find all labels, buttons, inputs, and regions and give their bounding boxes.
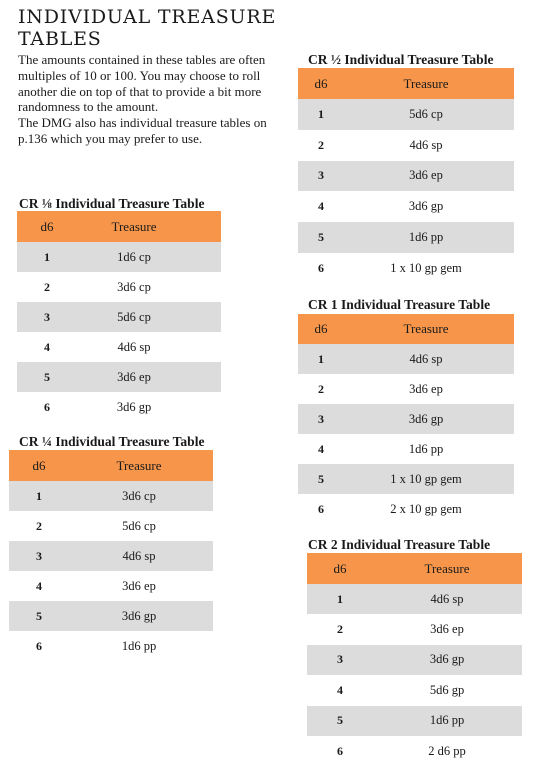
table-row: [17, 332, 221, 362]
treasure-value: 2 d6 pp: [428, 743, 466, 758]
page-title: INDIVIDUAL TREASURE TABLES: [18, 6, 277, 50]
roll-value: 6: [318, 501, 324, 516]
treasure-value: 5d6 cp: [117, 309, 151, 324]
header-treasure: Treasure: [116, 457, 162, 473]
roll-value: 2: [318, 137, 324, 152]
roll-value: 1: [337, 591, 343, 606]
table-row: [298, 99, 514, 130]
treasure-value: 2 x 10 gp gem: [390, 501, 462, 516]
roll-value: 1: [44, 249, 50, 264]
table-row: [298, 130, 514, 161]
treasure-value: 3d6 ep: [409, 168, 443, 183]
treasure-table: [9, 450, 213, 661]
table-header: [17, 211, 221, 242]
table-row: [298, 191, 514, 222]
table-title: CR ¼ Individual Treasure Table: [19, 434, 205, 449]
roll-value: 4: [318, 441, 324, 456]
header-d6: d6: [40, 218, 54, 234]
table-row: [9, 601, 213, 631]
header-treasure: Treasure: [111, 218, 157, 234]
treasure-value: 5d6 cp: [122, 518, 156, 533]
table-row: [307, 584, 522, 614]
table-row: [298, 344, 514, 374]
treasure-table: [17, 211, 221, 422]
table-header: [307, 553, 522, 584]
table-row: [298, 404, 514, 434]
table-row: [17, 302, 221, 332]
treasure-value: 3d6 gp: [408, 411, 444, 426]
roll-value: 4: [318, 199, 324, 214]
treasure-value: 1d6 pp: [408, 230, 444, 245]
roll-value: 6: [318, 260, 324, 275]
table-title: CR ½ Individual Treasure Table: [308, 52, 494, 67]
roll-value: 2: [337, 622, 343, 637]
header-d6: d6: [314, 321, 328, 336]
roll-value: 3: [337, 652, 343, 667]
treasure-value: 3d6 ep: [409, 381, 443, 396]
table-row: [9, 511, 213, 541]
treasure-value: 4d6 sp: [430, 591, 464, 606]
table-row: [298, 253, 514, 284]
table-row: [17, 272, 221, 302]
roll-value: 1: [318, 351, 324, 366]
treasure-value: 3d6 gp: [408, 199, 444, 214]
treasure-table: [298, 68, 514, 284]
treasure-value: 3d6 gp: [121, 608, 157, 623]
treasure-value: 1d6 pp: [408, 441, 444, 456]
header-treasure: Treasure: [403, 75, 449, 91]
table-row: [298, 161, 514, 192]
table-row: [298, 222, 514, 253]
treasure-value: 4d6 sp: [117, 339, 151, 354]
treasure-value: 5d6 gp: [429, 682, 465, 697]
roll-value: 3: [44, 309, 50, 324]
roll-value: 4: [44, 339, 50, 354]
treasure-table: [298, 314, 514, 524]
table-row: [9, 571, 213, 601]
table-title: CR ⅛ Individual Treasure Table: [19, 196, 205, 211]
treasure-value: 4d6 sp: [409, 137, 443, 152]
table-header: [9, 450, 213, 481]
table-row: [298, 494, 514, 524]
table-row: [17, 242, 221, 272]
table-row: [298, 434, 514, 464]
roll-value: 3: [36, 548, 42, 563]
table-row: [17, 362, 221, 392]
intro-paragraph: The amounts contained in these tables are often multiples of 10 or 100. You may choose to roll another die on top of that to provide a bit more randomness to the amount.: [18, 52, 266, 115]
header-d6: d6: [32, 457, 46, 473]
treasure-table: [307, 553, 522, 766]
treasure-value: 1 x 10 gp gem: [390, 471, 462, 486]
table-header: [298, 68, 514, 99]
roll-value: 6: [44, 399, 50, 414]
roll-value: 5: [318, 471, 324, 486]
roll-value: 2: [318, 381, 324, 396]
table-row: [307, 614, 522, 644]
table-header: [298, 314, 514, 344]
roll-value: 1: [318, 106, 324, 121]
table-row: [9, 541, 213, 571]
table-row: [307, 645, 522, 675]
roll-value: 4: [36, 578, 42, 593]
roll-value: 1: [36, 488, 42, 503]
roll-value: 6: [36, 638, 42, 653]
table-title: CR 2 Individual Treasure Table: [308, 537, 491, 552]
treasure-value: 1d6 pp: [429, 713, 465, 728]
treasure-value: 4d6 sp: [409, 351, 443, 366]
header-d6: d6: [333, 560, 347, 576]
treasure-value: 3d6 ep: [117, 369, 151, 384]
roll-value: 5: [44, 369, 50, 384]
intro-paragraph-dmg: The DMG also has individual treasure tables on p.136 which you may prefer to use.: [18, 115, 267, 146]
roll-value: 5: [318, 230, 324, 245]
table-title: CR 1 Individual Treasure Table: [308, 297, 491, 312]
roll-value: 5: [36, 608, 42, 623]
table-row: [307, 675, 522, 705]
header-treasure: Treasure: [403, 321, 449, 336]
table-row: [298, 464, 514, 494]
intro-text: [18, 52, 280, 147]
treasure-value: 3d6 cp: [122, 488, 156, 503]
roll-value: 2: [36, 518, 42, 533]
treasure-value: 3d6 ep: [430, 622, 464, 637]
table-row: [17, 392, 221, 422]
treasure-value: 3d6 ep: [122, 578, 156, 593]
treasure-value: 1d6 cp: [117, 249, 151, 264]
treasure-value: 4d6 sp: [122, 548, 156, 563]
roll-value: 3: [318, 168, 324, 183]
table-row: [9, 481, 213, 511]
table-row: [307, 736, 522, 766]
table-row: [307, 706, 522, 736]
header-d6: d6: [314, 75, 328, 91]
roll-value: 6: [337, 743, 343, 758]
header-treasure: Treasure: [424, 560, 470, 576]
treasure-value: 1 x 10 gp gem: [390, 260, 462, 275]
roll-value: 2: [44, 279, 50, 294]
roll-value: 3: [318, 411, 324, 426]
roll-value: 4: [337, 682, 343, 697]
roll-value: 5: [337, 713, 343, 728]
table-row: [9, 631, 213, 661]
treasure-value: 3d6 gp: [429, 652, 465, 667]
treasure-value: 1d6 pp: [121, 638, 157, 653]
treasure-value: 3d6 gp: [116, 399, 152, 414]
treasure-value: 5d6 cp: [409, 106, 443, 121]
table-row: [298, 374, 514, 404]
treasure-value: 3d6 cp: [117, 279, 151, 294]
